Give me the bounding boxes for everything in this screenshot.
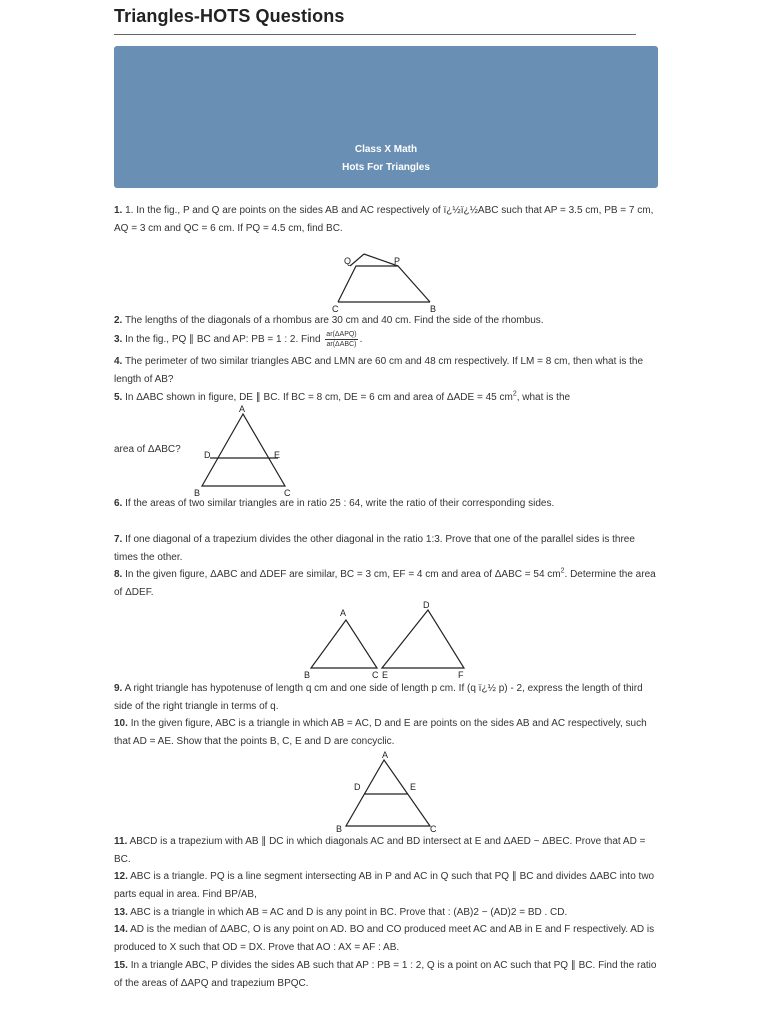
label-d: D <box>204 450 211 460</box>
label-c: C <box>372 670 379 680</box>
label-e: E <box>382 670 389 680</box>
banner-line-2: Hots For Triangles <box>342 162 430 173</box>
question-12: 12. ABC is a triangle. PQ is a line segment intersecting AB in P and AC in Q such that PQ ∥ BC and divides ΔABC into two parts equal in area. Find BP/AB, <box>114 871 655 900</box>
figure-5 <box>196 402 296 498</box>
label-c: C <box>430 824 437 834</box>
triangle-abc <box>311 620 377 668</box>
banner <box>114 46 658 188</box>
question-3: 3. In the fig., PQ ∥ BC and AP: PB = 1 : 2. Find $\frac{\text{ar(ΔAPQ)}}{\text{ar(ΔABC)}}$ . <box>114 331 363 348</box>
trapezium-outline <box>338 266 430 302</box>
question-5: 5. In ΔABC shown in figure, DE ∥ BC. If BC = 8 cm, DE = 6 cm and area of ΔADE = 45 $cm^2$, what is the <box>114 390 571 403</box>
label-e: E <box>410 782 417 792</box>
label-c: C <box>284 488 291 498</box>
side-extension <box>350 254 364 266</box>
figure-1 <box>328 254 444 314</box>
label-a: A <box>340 608 347 618</box>
figure-10 <box>332 752 442 836</box>
figure-8 <box>304 598 474 682</box>
label-b: B <box>304 670 311 680</box>
triangle-abc <box>346 760 430 826</box>
question-13: 13. ABC is a triangle in which AB = AC and D is any point in BC. Prove that : (AB)2 − (AD)2 = BD . CD. <box>114 907 568 918</box>
question-5-continued: area of ΔABC? <box>114 444 181 455</box>
question-8: 8. In the given figure, ΔABC and ΔDEF are similar, BC = 3 cm, EF = 4 cm and area of ΔABC = 54 $cm^2$. Determine the area of ΔDEF. <box>114 567 656 598</box>
question-10: 10. In the given figure, ABC is a triangle in which AB = AC, D and E are points on the sides AB and AC respectively, such that AD = AE. Show that the points B, C, E and D are concyclic. <box>114 718 647 747</box>
label-b: B <box>194 488 201 498</box>
question-14: 14. AD is the median of ΔABC, O is any point on AD. BO and CO produced meet AC and AB in E and F respectively. AD is produced to X such that OD = DX. Prove that AO : AX = AF : AB. <box>114 924 655 953</box>
label-f: F <box>458 670 464 680</box>
question-15: 15. In a triangle ABC, P divides the sides AB such that AP : PB = 1 : 2, Q is a point on AC such that PQ ∥ BC. Find the ratio of the areas of ΔAPQ and trapezium BPQC. <box>114 960 657 989</box>
ratio-fraction: $\frac{\text{ar(ΔAPQ)}}{\text{ar(ΔABC)}}$ <box>326 331 357 348</box>
label-c: C <box>332 304 339 314</box>
question-2: 2. The lengths of the diagonals of a rhombus are 30 cm and 40 cm. Find the side of the rhombus. <box>114 315 544 326</box>
label-p: P <box>394 256 401 266</box>
label-e: E <box>274 450 281 460</box>
label-a: A <box>239 404 246 414</box>
label-b: B <box>336 824 343 834</box>
label-b: B <box>430 304 437 314</box>
question-1: 1. 1. In the fig., P and Q are points on the sides AB and AC respectively of ï¿½ï¿½ABC such that AP = 3.5 cm, PB = 7 cm, AQ = 3 cm and QC = 6 cm. If PQ = 4.5 cm, find BC. <box>114 205 654 234</box>
label-d: D <box>354 782 361 792</box>
question-6: 6. If the areas of two similar triangles are in ratio 25 : 64, write the ratio of their corresponding sides. <box>114 498 555 509</box>
title-divider <box>114 34 636 35</box>
triangle-def <box>382 610 464 668</box>
question-4: 4. The perimeter of two similar triangles ABC and LMN are 60 cm and 48 cm respectively. If LM = 8 cm, then what is the length of AB? <box>114 356 644 385</box>
page-title: Triangles-HOTS Questions <box>114 6 345 26</box>
question-7: 7. If one diagonal of a trapezium divides the other diagonal in the ratio 1:3. Prove that one of the parallel sides is three times the other. <box>114 534 635 563</box>
question-11: 11. ABCD is a trapezium with AB ∥ DC in which diagonals AC and BD intersect at E and ΔAED ~ ΔBEC. Prove that AD = BC. <box>114 836 646 865</box>
banner-line-1: Class X Math <box>354 144 418 155</box>
side-extension <box>364 254 401 266</box>
label-a: A <box>382 750 389 760</box>
triangle-abc <box>202 414 285 486</box>
label-q: Q <box>344 256 352 266</box>
question-9: 9. A right triangle has hypotenuse of length q cm and one side of length p cm. If (q ï¿½ p) - 2, express the length of third side of the right triangle in terms of q. <box>114 683 643 712</box>
label-d: D <box>423 600 430 610</box>
